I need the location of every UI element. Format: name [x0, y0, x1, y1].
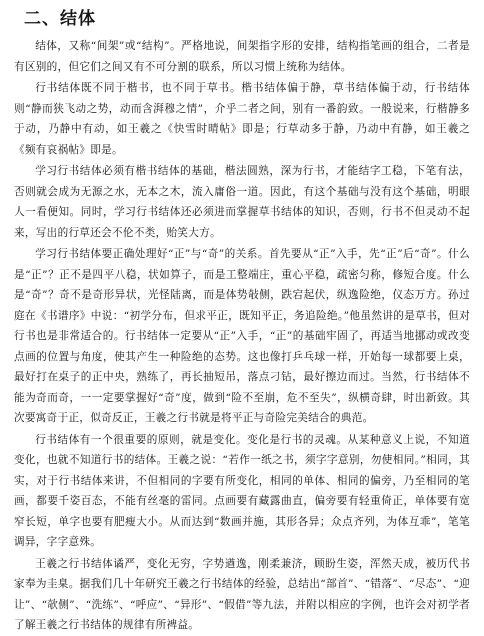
- paragraph-definition: 结体，又称“间架”或“结构”。严格地说，间架指字形的安排，结构指笔画的组合，二者是有区别的，但它们之间又有不可分割的联系，所以习惯上统称为结体。: [14, 40, 470, 73]
- paragraph-variation: 行书结体有一个很重要的原则，就是变化。变化是行书的灵魂。从某种意义上说，不知道变化，也就不知道行书的结体。王羲之说：“若作一纸之书，须字字意别，勿使相同。”相同，其实，对于行书结体来讲，不但相同的字要有所变化，相同的单体、相同的偏旁，乃至相同的笔画，都要千姿百态，不能有丝毫的雷同。点画要有藏露曲直，偏旁要有轻重倚正，单体要有宽窄长短，单字也要有肥瘦大小。从而达到“数画并施，其形各异；众点齐列，为体互乖”，笔笔调异，字字意殊。: [14, 433, 470, 548]
- paragraph-foundation: 学习行书结体必须有楷书结体的基础，楷法圆熟，深为行书，才能结字工稳，下笔有法，否则就会成为无源之水，无本之木，流入庸俗一道。因此，有这个基础与没有这个基础，明眼人一看便知。同时，学习行书结体还必须进而掌握草书结体的知识，否则，行书不但灵动不起来，写出的行草还会不伦不类，贻笑大方。: [14, 165, 470, 239]
- paragraph-zheng-and-qi: 学习行书结体要正确处理好“正”与“奇”的关系。首先要从“正”入手，先“正”后“奇”。什么是“正”？正不是四平八稳，状如算子，而是工整端庄，重心平稳，疏密匀称，修短合度。什么是“奇”？奇不是奇形异状，光怪陆离，而是体势敧侧，跌宕起伏，纵逸险绝，仪态万方。孙过庭在《书谱序》中说：“初学分布，但求平正，既知平正，务追险绝。”他虽然讲的是草书，但对行书也是非常适合的。行书结体一定要从“正”入手，“正”的基础牢固了，再适当地挪动或改变点画的位置与角度，使其产生一种险绝的态势。这也像打乒乓球一样，开始每一球都要上桌，最好打在桌子的正中央，熟练了，再长抽短吊，落点刁钻，最好擦边而过。当然，行书结体不能为奇而奇，一一定要掌握好“奇”度，做到“险不至崩，危不至失”，纵横奇肆，时出新致。其次要寓奇于正，似奇反正，王羲之行书就是将平正与奇险完美结合的典范。: [14, 248, 470, 424]
- paragraph-style-comparison: 行书结体既不同于楷书，也不同于草书。楷书结体偏于静，草书结体偏于动，行书结体则“静而狭飞动之势，动而含湃穆之情”，介乎二者之间，别有一番韵致。一般说来，行楷静多于动，乃静中有动，如王羲之《快雪时晴帖》即是；行草动多于静，乃动中有静，如王羲之《频有哀祸帖》即是。: [14, 82, 470, 156]
- paragraph-wang-xizhi-methods: 王羲之行书结体谲严，变化无穷，字势遒逸，刚柔兼济，顾盼生姿，浑然天成，被历代书家奉为圭臬。据我们几十年研究王羲之行书结体的经验，总结出“部首”、“错落”、“尽态”、“迎让”、“欹侧”、“洗练”、“呼应”、“异形”、“假借”等九法，并附以相应的字例，也许会对初学者了解王羲之行书结体的规律有所裨益。: [14, 557, 470, 631]
- section-heading: 二、结体: [24, 9, 96, 29]
